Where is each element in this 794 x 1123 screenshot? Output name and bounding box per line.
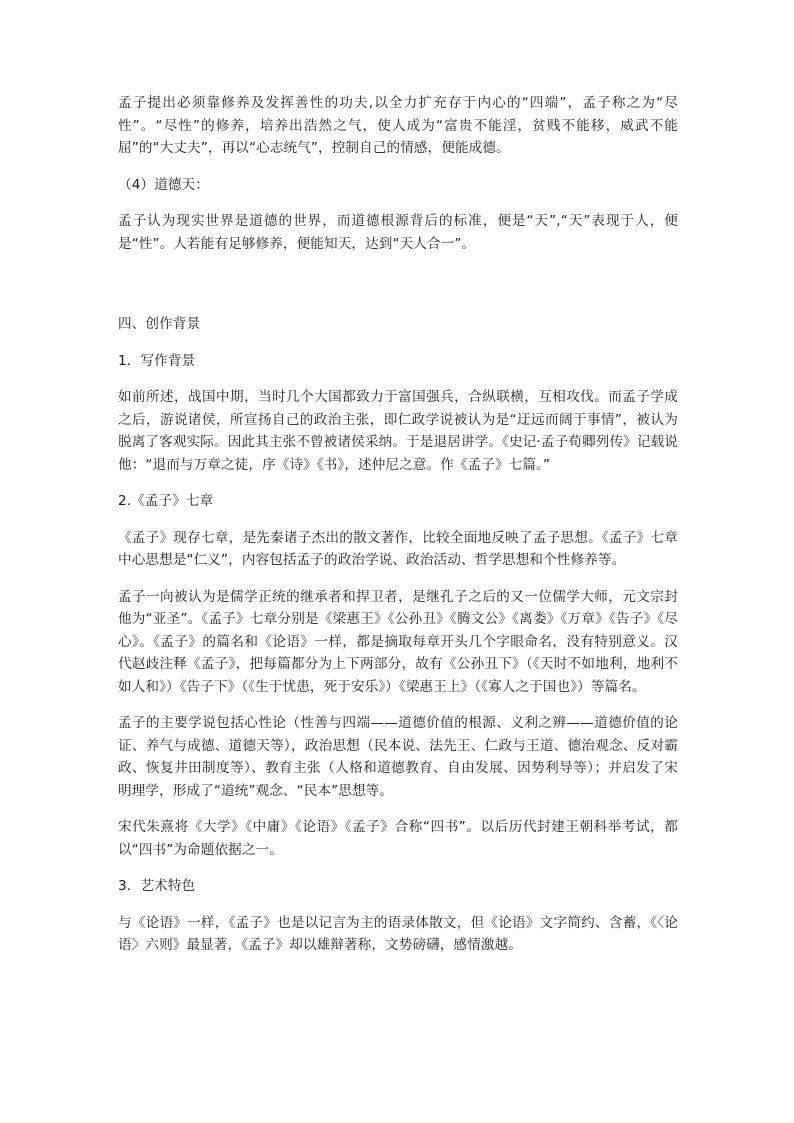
paragraph-artistic-features: 与《论语》一样，《孟子》也是以记言为主的语录体散文，但《论语》文字简约、含蓄，《〈论语〉六则》最显著，《孟子》却以雄辩著称，文势磅礴，感情激越。 [118,914,678,953]
subheading-seven-chapters: 2.《孟子》七章 [118,493,214,509]
paragraph-main-doctrines: 孟子的主要学说包括心性论（性善与四端——道德价值的根源、义利之辨——道德价值的论证、养气与成德、道德天等），政治思想（民本说、法先王、仁政与王道、德治观念、反对霸政、恢复井田制度等）、教育主张（人格和道德教育、自由发展、因势利导等）；并启发了宋明理学，形成了“道统”观念、“民本”思想等。 [118,715,678,799]
subheading-writing-background: 1．写作背景 [118,352,196,369]
document-page [118,92,678,957]
paragraph-jinxing: 孟子提出必须靠修养及发挥善性的功夫,以全力扩充存于内心的“四端”，孟子称之为“尽性”。“尽性”的修养，培养出浩然之气，使人成为“富贵不能淫，贫贱不能移，威武不能屈”的“大丈夫”，再以“心志统气”，控制自己的情感，便能成德。 [118,95,678,156]
subheading-artistic-features: 3．艺术特色 [118,878,196,894]
paragraph-four-books: 宋代朱熹将《大学》《中庸》《论语》《孟子》合称“四书”。以后历代封建王朝科举考试，都以“四书”为命题依据之一。 [118,819,678,858]
heading-daode-tian: （4）道德天： [118,176,209,193]
paragraph-yasheng: 孟子一向被认为是儒学正统的继承者和捍卫者，是继孔子之后的又一位儒学大师，元文宗封他为“亚圣”。《孟子》七章分别是《梁惠王》《公孙丑》《腾文公》《离娄》《万章》《告子》《尽心》。《孟子》的篇名和《论语》一样，都是摘取每章开头几个字眼命名，没有特别意义。汉代赵歧注释《孟子》，把每篇都分为上下两部分，故有《公孙丑下》（《天时不如地利，地利不如人和》）《告子下》（《生于忧患，死于安乐》）《梁惠王上》（《寡人之于国也》）等篇名。 [118,588,678,695]
paragraph-writing-background: 如前所述，战国中期，当时几个大国都致力于富国强兵，合纵联横，互相攻伐。而孟子学成之后，游说诸侯，所宣扬自己的政治主张，即仁政学说被认为是“迂远而阔于事情”，被认为脱离了客观实际。因此其主张不曾被诸侯采纳。于是退居讲学。《史记·孟子荀卿列传》记载说他：“退而与万章之徒，序《诗》《书》，述仲尼之意。作《孟子》七篇。” [118,389,678,473]
paragraph-tianren-heyi: 孟子认为现实世界是道德的世界，而道德根源背后的标准，便是“天”,“天”表现于人，便是“性”。人若能有足够修养，便能知天，达到“天人合一”。 [118,213,678,252]
paragraph-seven-chapters-intro: 《孟子》现存七章，是先秦诸子杰出的散文著作，比较全面地反映了孟子思想。《孟子》七章中心思想是“仁义”，内容包括孟子的政治学说、政治活动、哲学思想和个性修养等。 [118,529,678,568]
section-heading-background: 四、创作背景 [118,316,201,332]
